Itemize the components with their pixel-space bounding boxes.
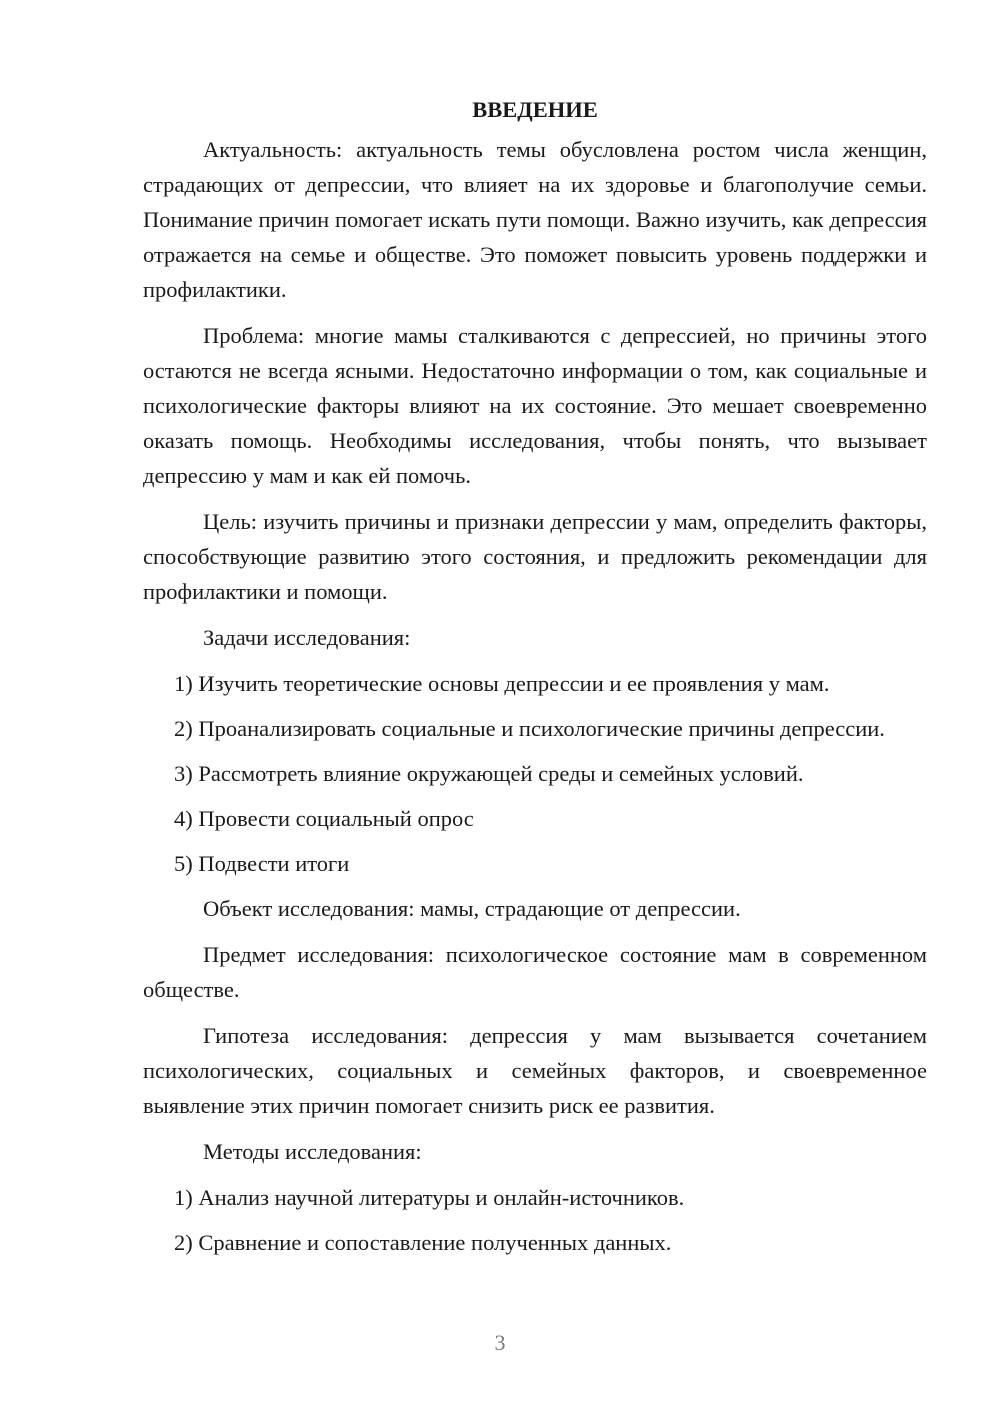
paragraph-relevance: Актуальность: актуальность темы обусловлена ростом числа женщин, страдающих от депрессии, что влияет на их здоровье и благополучие семьи. Понимание причин помогает искать пути помощи. Важно изучить, как депрессия отражается на семье и обществе. Это поможет повысить уровень поддержки и профилактики.	[143, 137, 927, 302]
page-number: 3	[494, 1330, 506, 1355]
method-item-2: 2) Сравнение и сопоставление полученных данных.	[174, 1230, 672, 1255]
task-item-1: 1) Изучить теоретические основы депрессии и ее проявления у мам.	[174, 671, 830, 696]
paragraph-subject: Предмет исследования: психологическое состояние мам в современном обществе.	[143, 942, 927, 1002]
tasks-heading: Задачи исследования:	[203, 625, 411, 650]
paragraph-object: Объект исследования: мамы, страдающие от депрессии.	[203, 896, 741, 921]
task-item-2: 2) Проанализировать социальные и психологические причины депрессии.	[174, 716, 885, 741]
document-page	[143, 88, 927, 1270]
method-item-1: 1) Анализ научной литературы и онлайн-источников.	[174, 1185, 685, 1210]
task-item-5: 5) Подвести итоги	[174, 851, 350, 876]
paragraph-goal: Цель: изучить причины и признаки депрессии у мам, определить факторы, способствующие развитию этого состояния, и предложить рекомендации для профилактики и помощи.	[143, 509, 927, 604]
task-item-3: 3) Рассмотреть влияние окружающей среды и семейных условий.	[174, 761, 804, 786]
paragraph-hypothesis: Гипотеза исследования: депрессия у мам вызывается сочетанием психологических, социальных и семейных факторов, и своевременное выявление этих причин помогает снизить риск ее развития.	[143, 1023, 927, 1118]
methods-heading: Методы исследования:	[203, 1139, 422, 1164]
task-item-4: 4) Провести социальный опрос	[174, 806, 474, 831]
section-heading: ВВЕДЕНИЕ	[472, 97, 598, 122]
paragraph-problem: Проблема: многие мамы сталкиваются с депрессией, но причины этого остаются не всегда ясными. Недостаточно информации о том, как социальные и психологические факторы влияют на их состояние. Это мешает своевременно оказать помощь. Необходимы исследования, чтобы понять, что вызывает депрессию у мам и как ей помочь.	[143, 323, 927, 488]
